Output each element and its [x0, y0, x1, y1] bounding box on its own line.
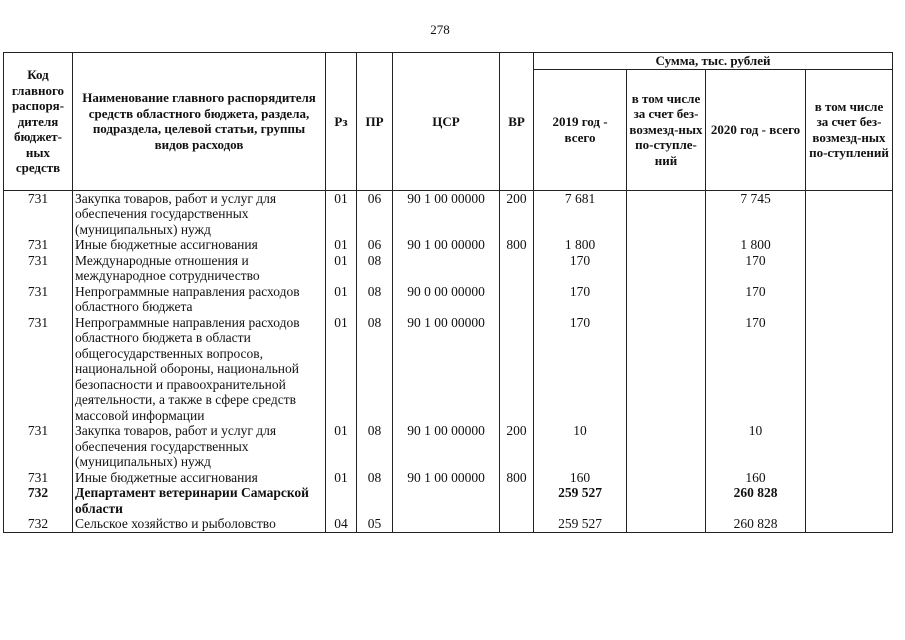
table-row	[4, 253, 893, 284]
cell-code: 731	[4, 253, 73, 284]
cell-2020-gratuitous	[806, 315, 893, 424]
cell-2019-gratuitous	[627, 284, 706, 315]
cell-csr	[393, 253, 500, 284]
cell-2019-total: 170	[534, 253, 627, 284]
cell-2019-total: 7 681	[534, 190, 627, 237]
cell-name: Непрограммные направления расходов областного бюджета в области общегосударственных вопросов, национальной обороны, национальной безопасности и правоохранительной деятельности, а также в сфере средств массовой информации	[73, 315, 326, 424]
cell-vr	[500, 516, 534, 532]
cell-2020-gratuitous	[806, 423, 893, 470]
cell-name: Закупка товаров, работ и услуг для обеспечения государственных (муниципальных) нужд	[73, 190, 326, 237]
cell-code: 731	[4, 315, 73, 424]
cell-csr	[393, 485, 500, 516]
cell-code: 731	[4, 190, 73, 237]
cell-2019-total: 259 527	[534, 516, 627, 532]
table-header	[4, 53, 893, 191]
cell-name: Непрограммные направления расходов областного бюджета	[73, 284, 326, 315]
cell-vr	[500, 253, 534, 284]
cell-2020-gratuitous	[806, 485, 893, 516]
cell-rz: 01	[326, 423, 357, 470]
header-pr: ПР	[357, 53, 393, 191]
cell-2019-gratuitous	[627, 253, 706, 284]
cell-name: Иные бюджетные ассигнования	[73, 237, 326, 253]
cell-name: Закупка товаров, работ и услуг для обеспечения государственных (муниципальных) нужд	[73, 423, 326, 470]
page-number: 278	[430, 22, 450, 37]
cell-rz: 01	[326, 237, 357, 253]
cell-2019-gratuitous	[627, 237, 706, 253]
cell-2019-total: 170	[534, 284, 627, 315]
cell-2020-total: 260 828	[706, 485, 806, 516]
cell-2020-total: 10	[706, 423, 806, 470]
cell-csr: 90 1 00 00000	[393, 190, 500, 237]
cell-code: 732	[4, 485, 73, 516]
cell-code: 731	[4, 470, 73, 486]
cell-code: 731	[4, 423, 73, 470]
cell-2020-total: 170	[706, 284, 806, 315]
cell-2019-gratuitous	[627, 470, 706, 486]
cell-2020-gratuitous	[806, 284, 893, 315]
cell-rz: 04	[326, 516, 357, 532]
cell-pr: 08	[357, 315, 393, 424]
cell-pr: 05	[357, 516, 393, 532]
cell-rz: 01	[326, 470, 357, 486]
cell-2020-total: 160	[706, 470, 806, 486]
cell-rz: 01	[326, 190, 357, 237]
cell-2020-total: 7 745	[706, 190, 806, 237]
cell-2019-total: 259 527	[534, 485, 627, 516]
cell-2019-total: 170	[534, 315, 627, 424]
cell-vr: 800	[500, 470, 534, 486]
cell-vr	[500, 315, 534, 424]
header-2019-gratuitous: в том числе за счет без-возмезд-ных по-ступле-ний	[627, 69, 706, 190]
cell-2020-total: 170	[706, 253, 806, 284]
cell-2020-gratuitous	[806, 190, 893, 237]
cell-rz: 01	[326, 284, 357, 315]
cell-2019-gratuitous	[627, 423, 706, 470]
cell-2020-gratuitous	[806, 237, 893, 253]
cell-2019-total: 10	[534, 423, 627, 470]
cell-pr: 08	[357, 470, 393, 486]
cell-name: Департамент ветеринарии Самарской области	[73, 485, 326, 516]
cell-csr	[393, 516, 500, 532]
cell-vr: 800	[500, 237, 534, 253]
header-sum: Сумма, тыс. рублей	[534, 53, 893, 70]
cell-2020-gratuitous	[806, 470, 893, 486]
cell-rz: 01	[326, 315, 357, 424]
cell-pr: 06	[357, 237, 393, 253]
cell-name: Иные бюджетные ассигнования	[73, 470, 326, 486]
cell-csr: 90 1 00 00000	[393, 423, 500, 470]
cell-name: Международные отношения и международное сотрудничество	[73, 253, 326, 284]
cell-rz	[326, 485, 357, 516]
header-2019-total: 2019 год - всего	[534, 69, 627, 190]
cell-2019-gratuitous	[627, 190, 706, 237]
table-row	[4, 485, 893, 516]
cell-name: Сельское хозяйство и рыболовство	[73, 516, 326, 532]
cell-pr: 06	[357, 190, 393, 237]
header-csr: ЦСР	[393, 53, 500, 191]
cell-2019-gratuitous	[627, 516, 706, 532]
cell-pr: 08	[357, 423, 393, 470]
header-2020-gratuitous: в том числе за счет без-возмезд-ных по-ступлений	[806, 69, 893, 190]
header-name: Наименование главного распорядителя средств областного бюджета, раздела, подраздела, целевой статьи, группы видов расходов	[73, 53, 326, 191]
cell-vr: 200	[500, 190, 534, 237]
header-vr: ВР	[500, 53, 534, 191]
table-row	[4, 284, 893, 315]
cell-2020-total: 1 800	[706, 237, 806, 253]
table-row	[4, 470, 893, 486]
cell-pr: 08	[357, 284, 393, 315]
cell-2020-total: 260 828	[706, 516, 806, 532]
header-rz: Рз	[326, 53, 357, 191]
cell-2019-gratuitous	[627, 315, 706, 424]
budget-table	[3, 52, 893, 533]
cell-vr	[500, 485, 534, 516]
cell-pr	[357, 485, 393, 516]
cell-vr: 200	[500, 423, 534, 470]
cell-2019-total: 160	[534, 470, 627, 486]
cell-2019-gratuitous	[627, 485, 706, 516]
cell-csr: 90 1 00 00000	[393, 237, 500, 253]
cell-code: 731	[4, 237, 73, 253]
cell-code: 732	[4, 516, 73, 532]
cell-csr: 90 0 00 00000	[393, 284, 500, 315]
cell-vr	[500, 284, 534, 315]
cell-code: 731	[4, 284, 73, 315]
table-row	[4, 423, 893, 470]
cell-2019-total: 1 800	[534, 237, 627, 253]
header-code: Код главного распоря-дителя бюджет-ных средств	[4, 53, 73, 191]
table-row	[4, 237, 893, 253]
cell-csr: 90 1 00 00000	[393, 315, 500, 424]
cell-2020-total: 170	[706, 315, 806, 424]
cell-2020-gratuitous	[806, 516, 893, 532]
table-row	[4, 190, 893, 237]
header-2020-total: 2020 год - всего	[706, 69, 806, 190]
table-row	[4, 315, 893, 424]
cell-pr: 08	[357, 253, 393, 284]
cell-2020-gratuitous	[806, 253, 893, 284]
table-body	[4, 190, 893, 532]
cell-rz: 01	[326, 253, 357, 284]
table-row	[4, 516, 893, 532]
cell-csr: 90 1 00 00000	[393, 470, 500, 486]
